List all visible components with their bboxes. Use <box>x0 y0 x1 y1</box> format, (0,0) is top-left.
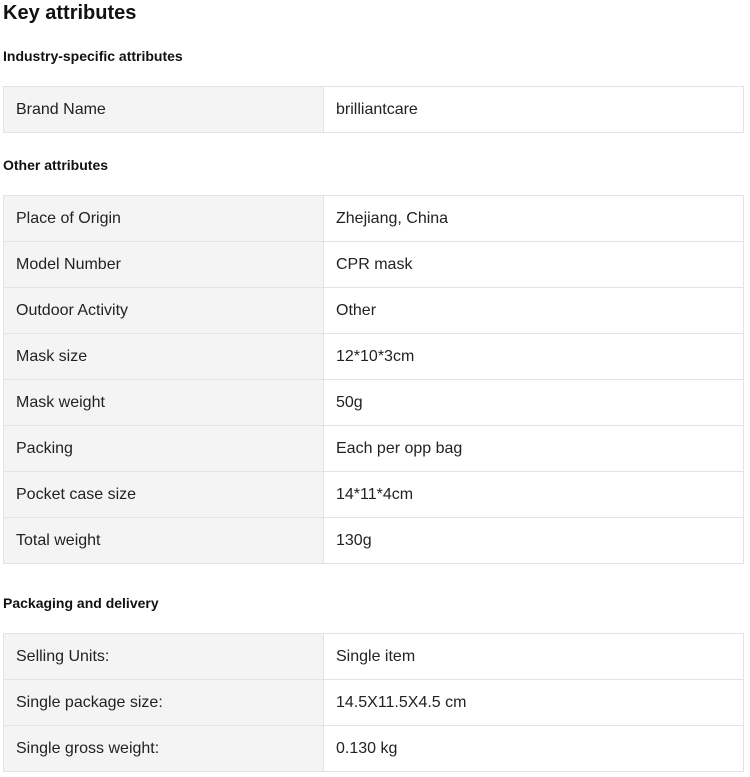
other-attributes-table <box>3 195 744 564</box>
attribute-name: Model Number <box>4 242 324 288</box>
table-row <box>4 518 744 564</box>
attribute-value: Other <box>324 288 744 334</box>
attribute-name: Pocket case size <box>4 472 324 518</box>
attribute-value: brilliantcare <box>324 87 744 133</box>
attribute-value: 50g <box>324 380 744 426</box>
table-row <box>4 680 744 726</box>
table-row <box>4 634 744 680</box>
attribute-name: Brand Name <box>4 87 324 133</box>
table-row <box>4 196 744 242</box>
attribute-name: Packing <box>4 426 324 472</box>
attribute-name: Selling Units: <box>4 634 324 680</box>
section-heading-packaging-delivery: Packaging and delivery <box>3 595 159 611</box>
table-row <box>4 726 744 772</box>
section-heading-industry-specific: Industry-specific attributes <box>3 48 183 64</box>
attribute-name: Mask size <box>4 334 324 380</box>
attribute-value: 14*11*4cm <box>324 472 744 518</box>
table-row <box>4 87 744 133</box>
section-heading-other-attributes: Other attributes <box>3 157 109 173</box>
table-row <box>4 334 744 380</box>
table-row <box>4 426 744 472</box>
table-row <box>4 380 744 426</box>
table-row <box>4 242 744 288</box>
attribute-name: Single gross weight: <box>4 726 324 772</box>
table-row <box>4 288 744 334</box>
table-row <box>4 472 744 518</box>
attribute-value: 12*10*3cm <box>324 334 744 380</box>
attribute-name: Mask weight <box>4 380 324 426</box>
attribute-name: Total weight <box>4 518 324 564</box>
attribute-value: 130g <box>324 518 744 564</box>
attribute-value: 0.130 kg <box>324 726 744 772</box>
attribute-name: Place of Origin <box>4 196 324 242</box>
packaging-delivery-table <box>3 633 744 772</box>
attribute-name: Outdoor Activity <box>4 288 324 334</box>
attribute-value: Single item <box>324 634 744 680</box>
page-title: Key attributes <box>3 2 137 24</box>
attribute-value: 14.5X11.5X4.5 cm <box>324 680 744 726</box>
attribute-name: Single package size: <box>4 680 324 726</box>
attribute-value: Each per opp bag <box>324 426 744 472</box>
industry-attributes-table <box>3 86 744 133</box>
attribute-value: CPR mask <box>324 242 744 288</box>
attribute-value: Zhejiang, China <box>324 196 744 242</box>
